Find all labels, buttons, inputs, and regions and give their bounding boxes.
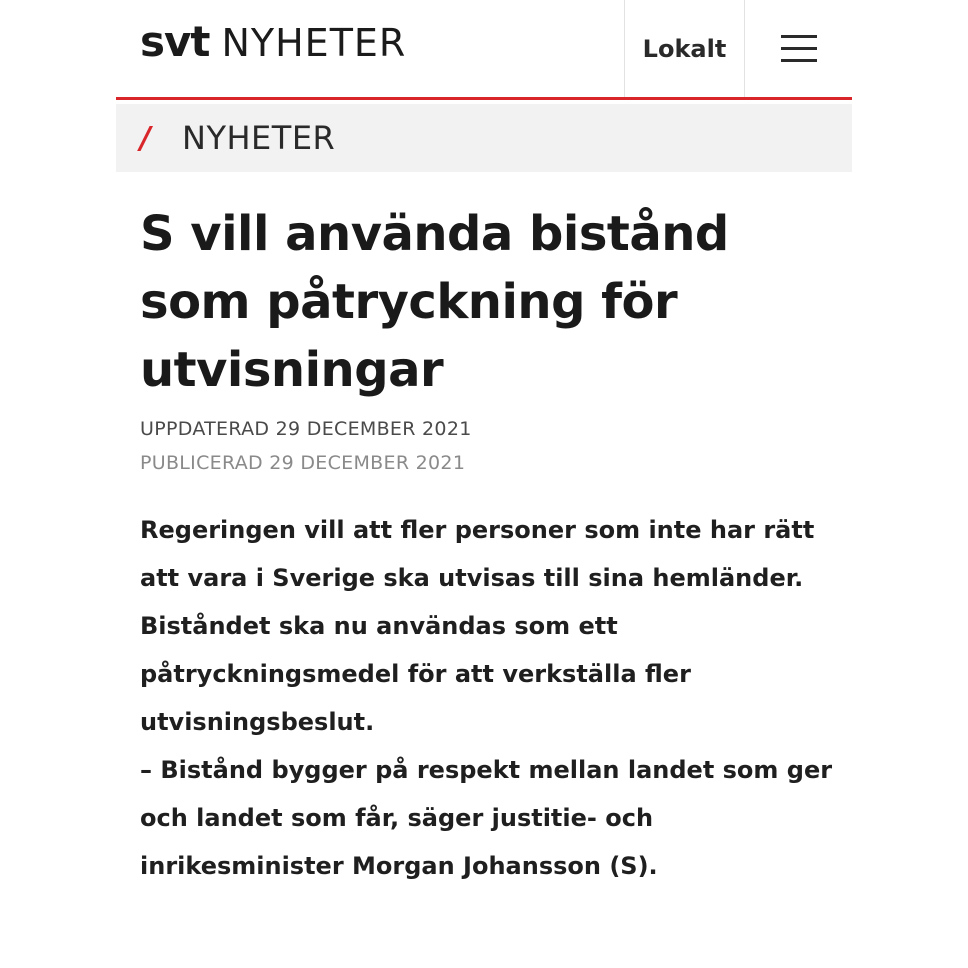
article-headline: S vill använda bistånd som påtryckning för utvisningar [140,206,729,398]
article-dates [140,412,830,480]
lead-quote: – Bistånd bygger på respekt mellan landet som ger och landet som får, säger justitie- och inrikesminister Morgan Johansson (S). [140,756,833,880]
section-link-nyheter[interactable]: NYHETER [182,119,336,157]
article-lead [140,506,840,890]
logo-nyheter-text: NYHETER [221,21,407,65]
published-date: PUBLICERAD 29 DECEMBER 2021 [140,452,466,474]
lokalt-button[interactable]: Lokalt [624,0,744,97]
menu-button[interactable] [744,0,852,97]
section-slash-mark: / [140,120,151,156]
page [116,0,852,968]
section-breadcrumb [116,104,852,172]
hamburger-menu-icon [781,35,817,63]
site-header [116,0,852,100]
logo-svt-text: svt [140,17,210,66]
lead-paragraph: Regeringen vill att fler personer som inte har rätt att vara i Sverige ska utvisas till sina hemländer. [140,516,815,592]
lead-paragraph: Biståndet ska nu användas som ett påtryckningsmedel för att verkställa fler utvisningsbeslut. [140,612,691,736]
svt-nyheter-logo[interactable] [140,14,406,74]
updated-date: UPPDATERAD 29 DECEMBER 2021 [140,418,472,440]
